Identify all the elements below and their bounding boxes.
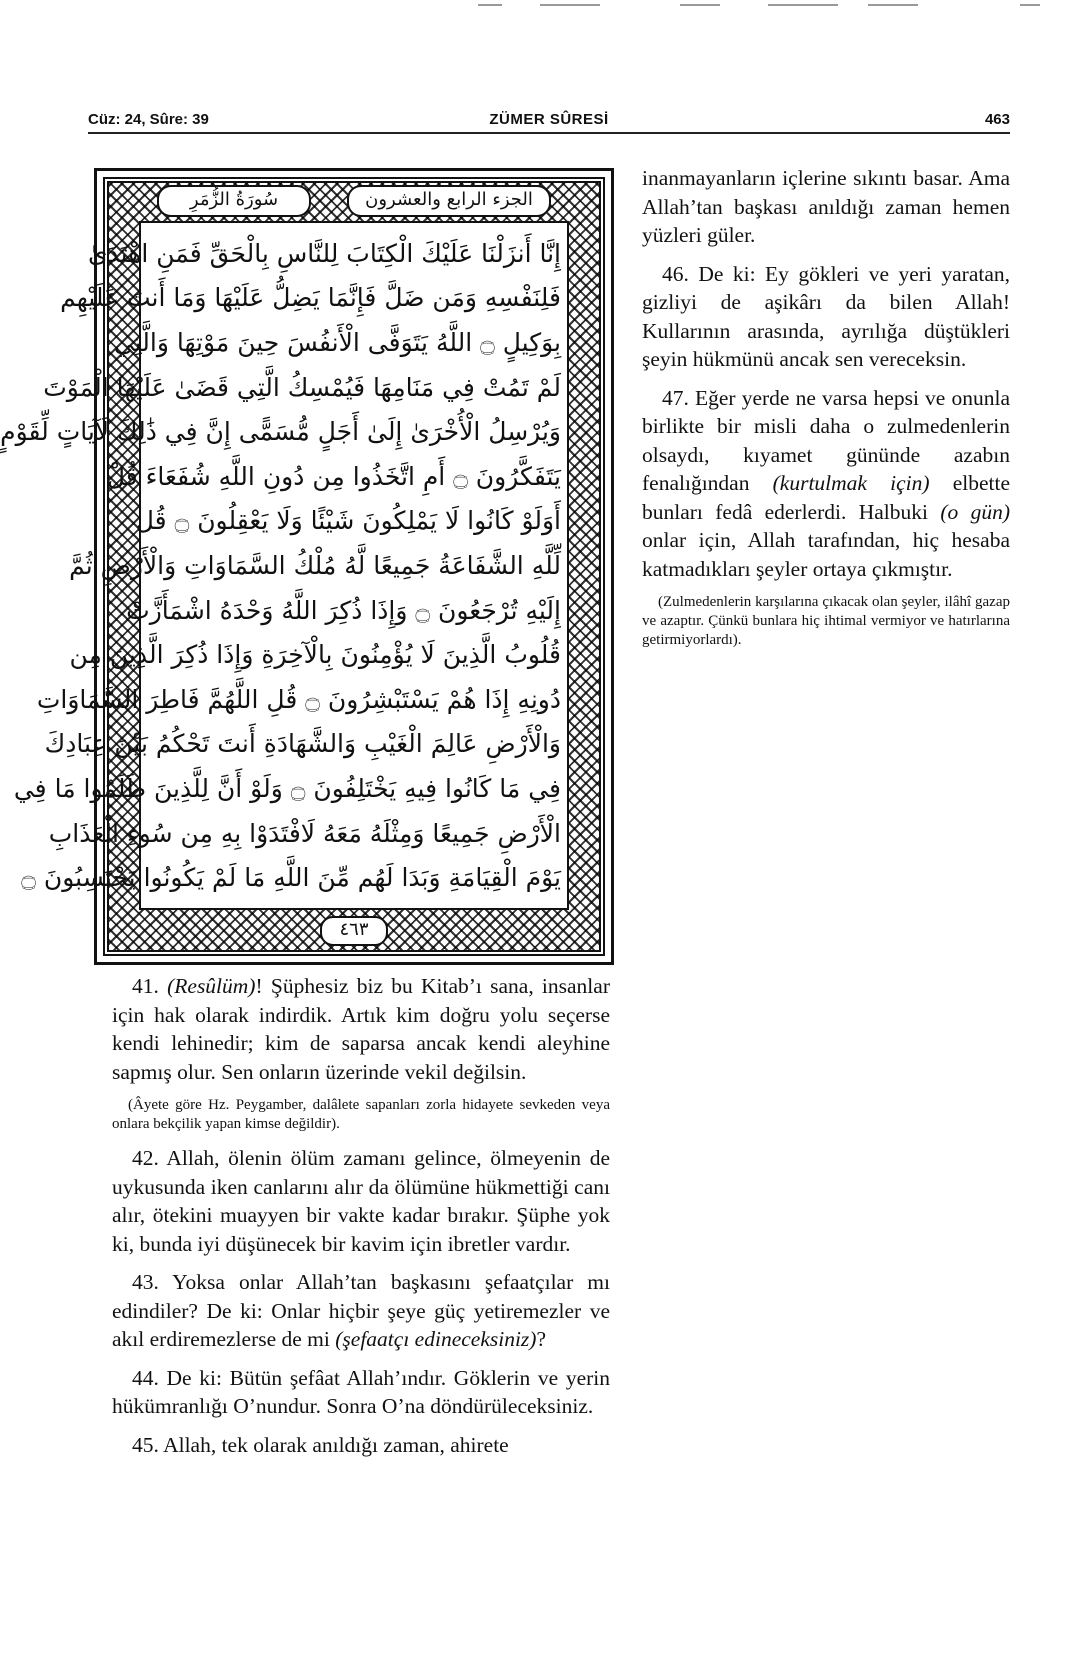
page-header xyxy=(88,104,1010,134)
arabic-line: إِلَيْهِ تُرْجَعُونَ ۝ وَإِذَا ذُكِرَ اللَّهُ وَحْدَهُ اشْمَأَزَّتْ xyxy=(126,595,561,625)
scan-artifact xyxy=(680,4,720,6)
verse-47-italic: (kurtulmak için) xyxy=(772,471,930,495)
arabic-line: فِي مَا كَانُوا فِيهِ يَخْتَلِفُونَ ۝ وَلَوْ أَنَّ لِلَّذِينَ ظَلَمُوا مَا فِي xyxy=(13,773,561,803)
verse-43-text: ? xyxy=(536,1327,546,1351)
verse-46: 46. De ki: Ey gökleri ve yeri yaratan, gizliyi de aşikârı da bilen Allah! Kullarının arasında, ayrılığa düştükleri şeyin hükmünü ancak sen vereceksin. xyxy=(642,261,1010,371)
verse-41-note: (Âyete göre Hz. Peygamber, dalâlete sapanları zorla hidayete sevkeden veya onlara bekçilik yapan kimse değildir). xyxy=(112,1097,610,1132)
surah-title: ZÜMER SÛRESİ xyxy=(489,111,609,128)
arabic-line: فَلِنَفْسِهِ وَمَن ضَلَّ فَإِنَّمَا يَضِلُّ عَلَيْهَا وَمَا أَنتَ عَلَيْهِم xyxy=(60,283,561,313)
juz-cartouche: الجزء الرابع والعشرون xyxy=(347,185,551,217)
verse-43-text: 43. Yoksa onlar Allah’tan başkasını şefaatçılar mı edindiler? De ki: Onlar hiçbir şeye güç yetiremezler ve akıl erdiremezlerse de mi xyxy=(112,1270,610,1351)
scan-artifact xyxy=(1020,4,1040,6)
verse-43-italic: (şefaatçı edineceksiniz) xyxy=(335,1327,537,1351)
arabic-line: لِّلَّهِ الشَّفَاعَةُ جَمِيعًا لَّهُ مُلْكُ السَّمَاوَاتِ وَالْأَرْضِ ثُمَّ xyxy=(69,550,561,580)
scan-artifact xyxy=(768,4,838,6)
arabic-line: الْأَرْضِ جَمِيعًا وَمِثْلَهُ مَعَهُ لَافْتَدَوْا بِهِ مِن سُوءِ الْعَذَابِ xyxy=(48,818,561,848)
arabic-line: إِنَّا أَنزَلْنَا عَلَيْكَ الْكِتَابَ لِلنَّاسِ بِالْحَقِّ فَمَنِ اهْتَدَىٰ xyxy=(87,238,561,268)
arabic-line: دُونِهِ إِذَا هُمْ يَسْتَبْشِرُونَ ۝ قُلِ اللَّهُمَّ فَاطِرَ السَّمَاوَاتِ xyxy=(36,684,561,714)
mushaf-frame xyxy=(0,168,614,965)
verse-47-text: onlar için, Allah tarafından, hiç hesaba katmadıkları şeyler ortaya çıkmıştır. xyxy=(642,528,1010,581)
surah-cartouche: سُورَةُ الزُّمَرِ xyxy=(157,185,311,217)
arabic-line: يَوْمَ الْقِيَامَةِ وَبَدَا لَهُم مِّنَ اللَّهِ مَا لَمْ يَكُونُوا يَحْتَسِبُونَ ۝ xyxy=(21,863,561,893)
bottom-column xyxy=(112,972,610,1469)
verse-45-continuation: inanmayanların içlerine sıkıntı basar. Ama Allah’tan başkası anıldığı zaman hemen yüzleri güler. xyxy=(642,166,1010,247)
scan-artifact xyxy=(478,4,502,6)
arabic-line: وَيُرْسِلُ الْأُخْرَىٰ إِلَىٰ أَجَلٍ مُّسَمًّى إِنَّ فِي ذَٰلِكَ لَآيَاتٍ لِّقَوْمٍ xyxy=(0,417,561,447)
verse-47-text: elbette bunları fedâ ederlerdi. Halbuki xyxy=(642,471,1010,524)
verse-43 xyxy=(112,1268,610,1354)
verse-47 xyxy=(642,384,1010,584)
arabic-text-block xyxy=(0,221,569,910)
arabic-line: بِوَكِيلٍ ۝ اللَّهُ يَتَوَفَّى الْأَنفُسَ حِينَ مَوْتِهَا وَالَّتِي xyxy=(113,327,561,357)
verse-42: 42. Allah, ölenin ölüm zamanı gelince, ölmeyenin de uykusunda iken canlarını alır da ölümüne hükmettiği canı alır, ötekini muayyen bir vakte kadar bırakır. Şüphe yok ki, bunda iyi düşünecek bir kavim için ibretler vardır. xyxy=(112,1146,610,1256)
arabic-line: أَوَلَوْ كَانُوا لَا يَمْلِكُونَ شَيْئًا وَلَا يَعْقِلُونَ ۝ قُل xyxy=(135,506,561,536)
verse-47-note: (Zulmedenlerin karşılarına çıkacak olan şeyler, ilâhî gazap ve azaptır. Çünkü bunlara hiç ihtimal vermiyor ve hatırlarına getirmiyorlardı). xyxy=(642,594,1010,648)
verse-41-number: 41. xyxy=(132,974,168,998)
mushaf-page-number: ٤٦٣ xyxy=(320,916,388,946)
page-number: 463 xyxy=(984,111,1010,128)
verse-45: 45. Allah, tek olarak anıldığı zaman, ahirete xyxy=(132,1432,509,1457)
scan-artifact xyxy=(868,4,918,6)
arabic-line: لَمْ تَمُتْ فِي مَنَامِهَا فَيُمْسِكُ الَّتِي قَضَىٰ عَلَيْهَا الْمَوْتَ xyxy=(43,372,561,402)
verse-41-italic: (Resûlüm) xyxy=(167,974,256,998)
verse-47-italic: (o gün) xyxy=(940,499,1010,524)
verse-44: 44. De ki: Bütün şefâat Allah’ındır. Göklerin ve yerin hükümranlığı O’nundur. Sonra O’na döndürüleceksiniz. xyxy=(112,1365,610,1418)
verse-41-text: ! Şüphesiz biz bu Kitab’ı sana, insanlar için hak olarak indirdik. Artık kim doğru yolu seçerse kendi lehinedir; kim de saparsa ancak kendi aleyhine sapmış olur. Sen onların üzerinde vekil değilsin. xyxy=(112,974,610,1084)
verse-41 xyxy=(112,972,610,1086)
juz-surah-label: Cüz: 24, Sûre: 39 xyxy=(88,111,209,128)
arabic-line: يَتَفَكَّرُونَ ۝ أَمِ اتَّخَذُوا مِن دُونِ اللَّهِ شُفَعَاءَ قُلْ xyxy=(106,461,561,491)
right-column xyxy=(642,164,1010,660)
arabic-line: وَالْأَرْضِ عَالِمَ الْغَيْبِ وَالشَّهَادَةِ أَنتَ تَحْكُمُ بَيْنَ عِبَادِكَ xyxy=(44,729,561,759)
scan-artifact xyxy=(540,4,600,6)
arabic-line: قُلُوبُ الَّذِينَ لَا يُؤْمِنُونَ بِالْآخِرَةِ وَإِذَا ذُكِرَ الَّذِينَ مِن xyxy=(69,640,561,670)
verse-47-text: 47. Eğer yerde ne varsa hepsi ve onunla birlikte bir misli daha o zulmedenlerin olsaydı, kıyamet gününde azabın fenalığından xyxy=(642,385,1010,495)
